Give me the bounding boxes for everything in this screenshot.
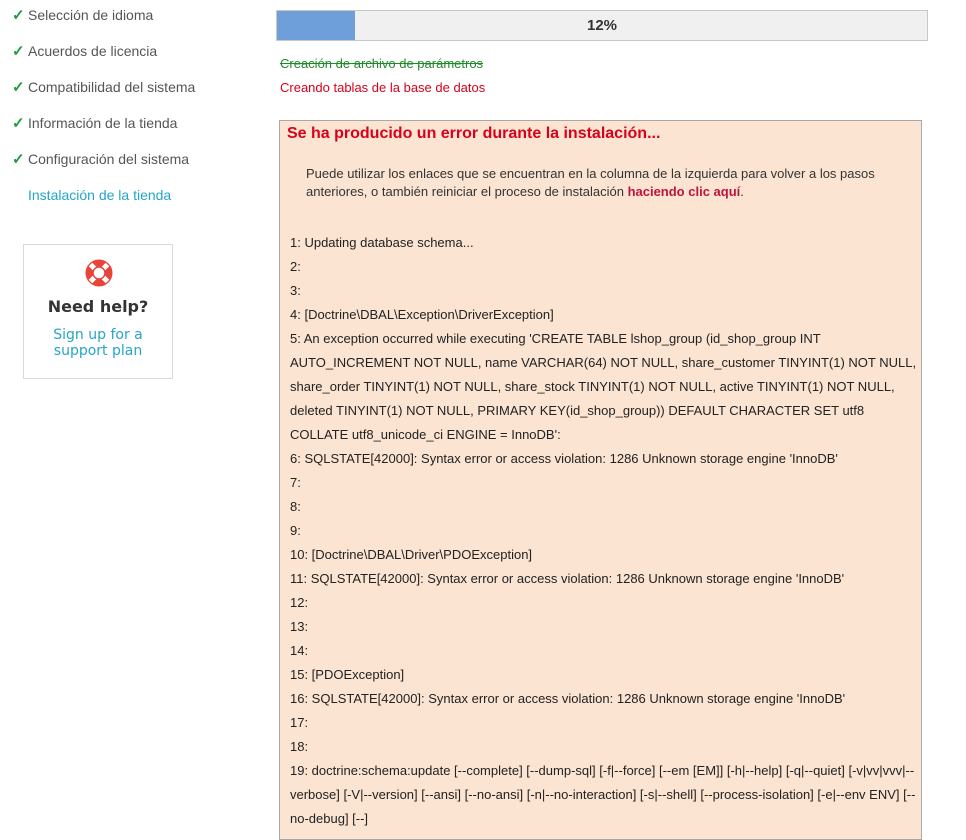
error-log-line: 18: xyxy=(290,739,309,754)
step-label: Información de la tienda xyxy=(28,115,178,131)
error-title: Se ha producido un error durante la instalación... xyxy=(287,125,661,142)
error-description xyxy=(306,165,896,201)
check-icon: ✓ xyxy=(12,115,25,132)
error-description-end: . xyxy=(740,184,744,199)
step-label: Configuración del sistema xyxy=(28,151,190,167)
error-log-line: 5: An exception occurred while executing 'CREATE TABLE lshop_group (id_shop_group INT AUTO_INCREMENT NOT NULL, name VARCHAR(64) NOT NULL, share_customer TINYINT(1) NOT NULL, share_order TINYINT(1) NOT NULL, share_stock TINYINT(1) NOT NULL, active TINYINT(1) NOT NULL, deleted TINYINT(1) NOT NULL, PRIMARY KEY(id_shop_group)) DEFAULT CHARACTER SET utf8 COLLATE utf8_unicode_ci ENGINE = InnoDB': xyxy=(290,331,917,442)
step-item[interactable] xyxy=(12,5,153,25)
check-icon: ✓ xyxy=(12,7,25,24)
step-label: Instalación de la tienda xyxy=(28,187,172,203)
help-title: Need help? xyxy=(47,297,149,316)
check-icon: ✓ xyxy=(12,43,25,60)
step-item[interactable] xyxy=(12,113,177,133)
error-log-line: 8: xyxy=(290,499,301,514)
check-icon: ✓ xyxy=(12,151,25,168)
error-log-line: 15: [PDOException] xyxy=(290,667,405,682)
error-panel xyxy=(279,120,922,840)
support-plan-link[interactable]: Sign up for a support plan xyxy=(53,327,143,359)
error-log-line: 13: xyxy=(290,619,309,634)
error-log-line: 2: xyxy=(290,259,301,274)
check-icon: ✓ xyxy=(12,79,25,96)
error-log-line: 17: xyxy=(290,715,309,730)
lifebuoy-icon xyxy=(84,258,114,288)
restart-install-link[interactable]: haciendo clic aquí xyxy=(627,184,741,199)
error-log-line: 3: xyxy=(290,283,301,298)
error-log-line: 11: SQLSTATE[42000]: Syntax error or access violation: 1286 Unknown storage engine 'InnoDB' xyxy=(290,571,845,586)
log-step-current: Creando tablas de la base de datos xyxy=(280,80,486,95)
step-label: Selección de idioma xyxy=(28,7,154,23)
step-item[interactable] xyxy=(12,41,157,61)
error-log-line: 6: SQLSTATE[42000]: Syntax error or access violation: 1286 Unknown storage engine 'InnoDB' xyxy=(290,451,838,466)
log-step-done: Creación de archivo de parámetros xyxy=(280,56,484,71)
error-log xyxy=(290,231,918,831)
error-log-line: 1: Updating database schema... xyxy=(290,235,474,250)
error-log-line: 12: xyxy=(290,595,309,610)
error-log-line: 14: xyxy=(290,643,309,658)
step-item[interactable] xyxy=(12,149,189,169)
error-log-line: 10: [Doctrine\DBAL\Driver\PDOException] xyxy=(290,547,533,562)
step-item xyxy=(12,185,171,205)
step-label: Compatibilidad del sistema xyxy=(28,79,196,95)
step-item[interactable] xyxy=(12,77,195,97)
error-log-line: 19: doctrine:schema:update [--complete] [--dump-sql] [-f|--force] [--em [EM]] [-h|--help] [-q|--quiet] [-v|vv|vvv|--verbose] [-V|--version] [--ansi] [--no-ansi] [-n|--no-interaction] [-s|--shell] [--process-isolation] [-e|--env ENV] [--no-debug] [--] xyxy=(290,763,916,826)
error-description-text: Puede utilizar los enlaces que se encuentran en la columna de la izquierda para volver a los pasos anteriores, o también reiniciar el proceso de instalación xyxy=(306,166,875,199)
progress-percent: 12% xyxy=(586,17,618,34)
error-log-line: 7: xyxy=(290,475,301,490)
step-label: Acuerdos de licencia xyxy=(28,43,158,59)
error-log-line: 4: [Doctrine\DBAL\Exception\DriverException] xyxy=(290,307,554,322)
error-log-line: 9: xyxy=(290,523,301,538)
install-progress-bar xyxy=(276,10,928,41)
error-log-line: 16: SQLSTATE[42000]: Syntax error or access violation: 1286 Unknown storage engine 'InnoDB' xyxy=(290,691,846,706)
help-box xyxy=(23,244,173,379)
